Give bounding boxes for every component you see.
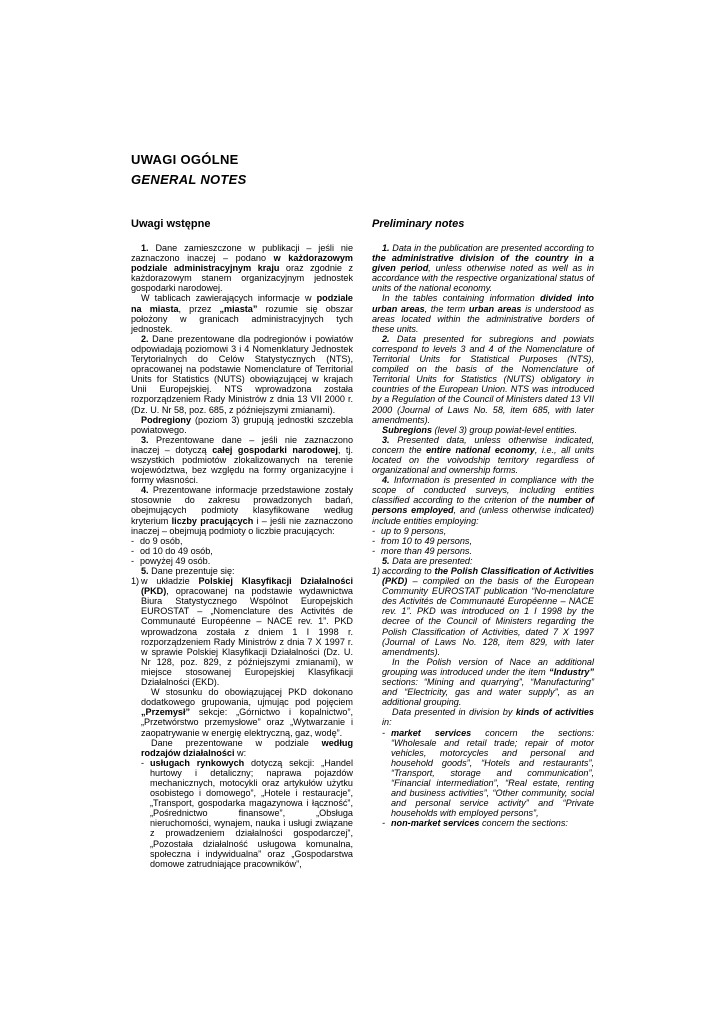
- numbered-list: [372, 566, 594, 657]
- page-title-en: GENERAL NOTES: [131, 172, 247, 187]
- list-item: - from 10 to 49 persons,: [372, 535, 472, 546]
- paragraph: 3. Presented data, unless otherwise indicated, concern the entire national economy, i.e., all units located on the voivodship territory regardless of organizational and ownership forms.: [372, 434, 594, 476]
- list-item: - up to 9 persons,: [372, 525, 447, 536]
- paragraph: Podregiony (poziom 3) grupują jednostki szczebla powiatowego.: [131, 414, 353, 435]
- paragraph: 3. Prezentowane dane – jeśli nie zaznaczono inaczej – dotyczą całej gospodarki narodowej, tj. wszystkich podmiotów zlokalizowanych na terenie województwa, bez względu na formy organizacyjne i formy własności.: [131, 434, 353, 486]
- paragraph: 5. Dane prezentuje się:: [141, 566, 235, 576]
- list-item: - non-market services concern the sections:: [382, 818, 568, 829]
- section-heading-en: Preliminary notes: [372, 218, 465, 230]
- paragraph: Dane prezentowane w podziale według rodzajów działalności w:: [141, 737, 353, 758]
- services-list: [131, 758, 353, 869]
- list-item: - market services concern the sections: “Wholesale and retail trade; repair of motor vehicles, motorcycles and personal and household goods”, “Hotels and restaurants”, “Transport, storage and communication”, “Financial intermediation”, “Real estate, renting and business activities”, “Other community, social and personal service activity” and “Private households with employed persons”,: [382, 727, 595, 819]
- section-heading-pl: Uwagi wstępne: [131, 218, 211, 230]
- paragraph: 2. Data presented for subregions and powiats correspond to levels 3 and 4 of the Nomenclature of Territorial Units for Statistical Purposes (NTS), compiled on the basis of the Nomenclature of Territorial Units for Statistics (NUTS) obligatory in countries of the European Union. NTS was introduced by a Regulation of the Council of Ministers dated 13 VII 2000 (Journal of Laws No. 58, item 685, with later amendments).: [372, 333, 594, 425]
- paragraph: Data presented in division by kinds of activities in:: [382, 707, 594, 728]
- paragraph: Subregions (level 3) group powiat-level entities.: [382, 424, 578, 435]
- paragraph: 1. Dane zamieszczone w publikacji – jeśli nie zaznaczono inaczej – podano w każdorazowym podziale administracyjnym kraju oraz zgodnie z każdorazowym stanem organizacyjnym jednostek gospodarki narodowej.: [131, 243, 354, 294]
- left-column: [131, 218, 353, 869]
- paragraph: W tablicach zawierających informacje w podziale na miasta, przez „miasta” rozumie się obszar położony w granicach administracyjnych tych jednostek.: [131, 293, 353, 334]
- services-list: [372, 728, 594, 829]
- list-item: - usługach rynkowych dotyczą sekcji: „Handel hurtowy i detaliczny; naprawa pojazdów mechanicznych, motocykli oraz artykułów użytku osobistego i domowego”, „Hotele i restauracje”, „Transport, gospodarka magazynowa i łączność”, „Pośrednictwo finansowe”, „Obsługa nieruchomości, wynajem, nauka i usługi związane z prowadzeniem działalności gospodarczej”, „Pozostała działalność usługowa komunalna, społeczna i indywidualna” oraz „Gospodarstwa domowe zatrudniające pracowników”,: [141, 757, 354, 869]
- paragraph: In the Polish version of Nace an additional grouping was introduced under the item “Industry” sections: “Mining and quarrying”, “Manufacturing” and “Electricity, gas and water supply”, as an additional grouping.: [382, 656, 594, 708]
- paragraph: In the tables containing information divided into urban areas, the term urban areas is understood as areas located within the administrative borders of these units.: [372, 293, 594, 334]
- employment-size-list: [372, 526, 594, 556]
- list-item: 1) w układzie Polskiej Klasyfikacji Działalności (PKD), opracowanej na podstawie wydawnictwa Biura Statystycznego Wspólnot Europejskich EUROSTAT – „Nomenclature des Activités de Communauté Européenne – NACE rev. 1”. PKD wprowadzona została z dniem 1 I 1998 r. rozporządzeniem Rady Ministrów z dnia 7 X 1997 r. w sprawie Polskiej Klasyfikacji Działalności (Dz. U. Nr 128, poz. 829, z późniejszymi zmianami), w miejsce stosowanej Europejskiej Klasyfikacji Działalności (EKD).: [131, 576, 353, 688]
- page-title-pl: UWAGI OGÓLNE: [131, 152, 239, 167]
- numbered-list: [131, 576, 353, 687]
- list-item: - powyżej 49 osób.: [131, 555, 211, 566]
- paragraph: 2. Dane prezentowane dla podregionów i powiatów odpowiadają poziomowi 3 i 4 Nomenklatury Jednostek Terytorialnych do Celów Statystycznych (NTS), opracowanej na podstawie Nomenclature of Territorial Units for Statistics (NUTS) obowiązującej w krajach Unii Europejskiej. NTS wprowadzona została rozporządzeniem Rady Ministrów z dnia 13 VII 2000 r. (Dz. U. Nr 58, poz. 685, z późniejszymi zmianami).: [131, 333, 353, 415]
- list-item: - more than 49 persons.: [372, 545, 472, 556]
- list-item: - do 9 osób,: [131, 535, 183, 546]
- right-column: [372, 218, 594, 828]
- employment-size-list: [131, 536, 353, 566]
- paragraph: 4. Prezentowane informacje przedstawione zostały stosownie do zakresu prowadzonych badań, obejmujących podmioty klasyfikowane według kryterium liczby pracujących i – jeśli nie zaznaczono inaczej – obejmują podmioty o liczbie pracujących:: [131, 485, 353, 536]
- paragraph: 1. Data in the publication are presented according to the administrative division of the country in a given period, unless otherwise noted as well as in accordance with the respective organizational status of units of the national economy.: [372, 243, 594, 294]
- paragraph: 5. Data are presented:: [382, 555, 473, 566]
- list-item: - od 10 do 49 osób,: [131, 545, 213, 556]
- list-item: 1) according to the Polish Classification of Activities (PKD) – compiled on the basis of the European Community EUROSTAT publication “No-menclature des Activités de Communauté Européenne – NACE rev. 1”. PKD was introduced on 1 I 1998 by the decree of the Council of Ministers regarding the Polish Classification of Activities, dated 7 X 1997 (Journal of Laws No. 128, item 829, with later amendments).: [372, 566, 594, 657]
- paragraph: 4. Information is presented in compliance with the scope of conducted surveys, including entities classified according to the criterion of the number of persons employed, and (unless otherwise indicated) include entities employing:: [372, 475, 594, 526]
- paragraph: W stosunku do obowiązującej PKD dokonano dodatkowego grupowania, ujmując pod pojęciem „Przemysł” sekcje: „Górnictwo i kopalnictwo”, „Przetwórstwo przemysłowe” oraz „Wytwarzanie i zaopatrywanie w energię elektryczną, gaz, wodę”.: [141, 687, 353, 738]
